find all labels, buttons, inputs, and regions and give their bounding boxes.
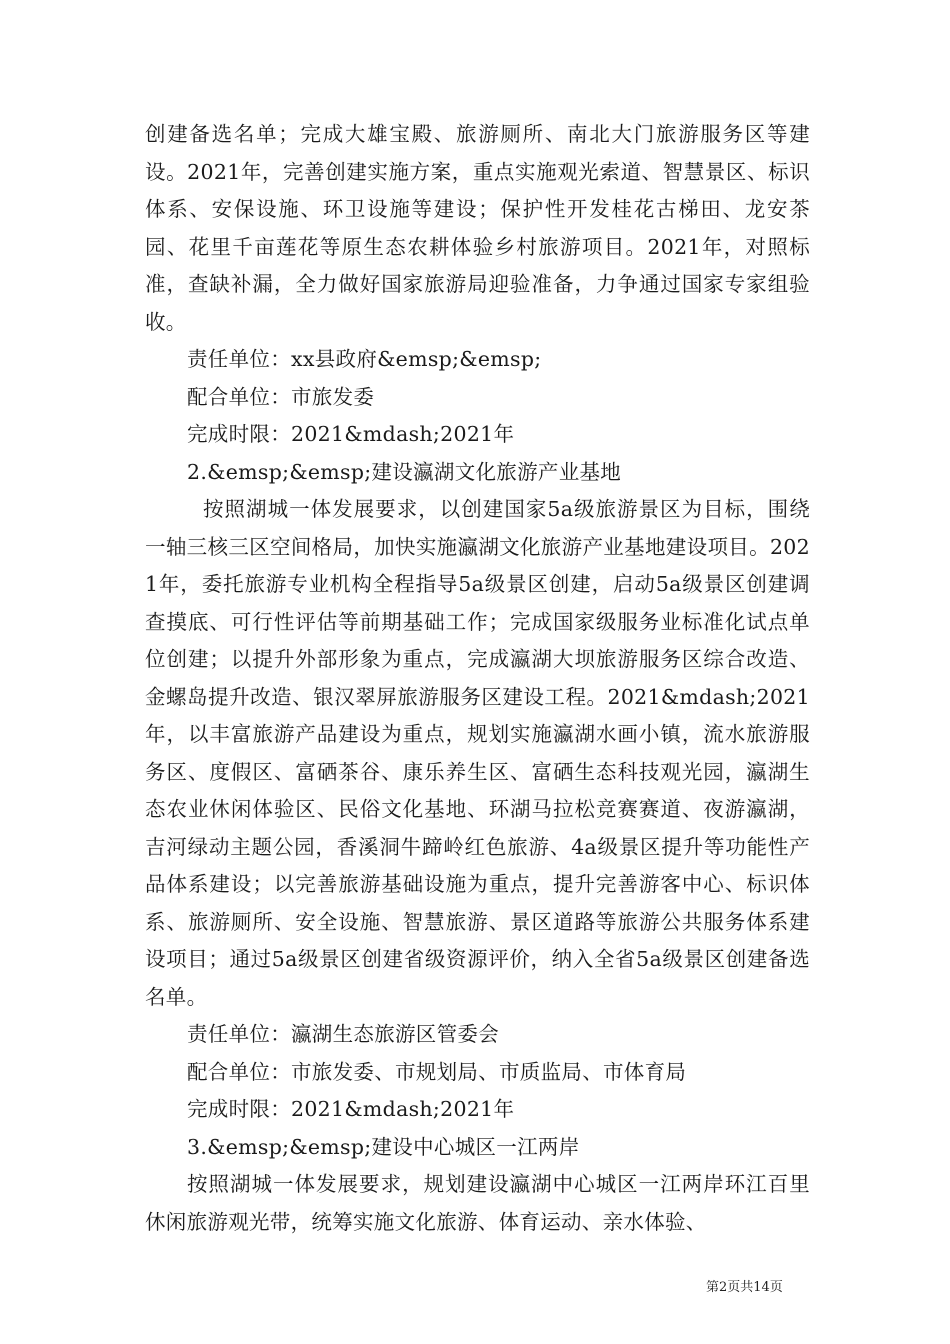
paragraph-continuation: 创建备选名单；完成大雄宝殿、旅游厕所、南北大门旅游服务区等建设。2021年，完善创建实施方案，重点实施观光索道、智慧景区、标识体系、安保设施、环卫设施等建设；保护性开发桂花古梯田、龙安茶园、花里千亩莲花等原生态农耕体验乡村旅游项目。2021年，对照标准，查缺补漏，全力做好国家旅游局迎验准备，力争通过国家专家组验收。 bbox=[145, 122, 810, 334]
deadline-line: 完成时限：2021&mdash;2021年 bbox=[187, 422, 515, 446]
cooperating-unit-line: 配合单位：市旅发委、市规划局、市质监局、市体育局 bbox=[187, 1059, 687, 1084]
section-heading-3: 3.&emsp;&emsp;建设中心城区一江两岸 bbox=[187, 1134, 580, 1159]
page-number: 第2页共14页 bbox=[706, 1280, 783, 1295]
responsible-unit-line: 责任单位：xx县政府&emsp;&emsp; bbox=[187, 347, 542, 371]
section-2-body: 按照湖城一体发展要求，以创建国家5a级旅游景区为目标，围绕一轴三核三区空间格局，加快实施瀛湖文化旅游产业基地建设项目。2021年，委托旅游专业机构全程指导5a级景区创建，启动5a级景区创建调查摸底、可行性评估等前期基础工作；完成国家级服务业标准化试点单位创建；以提升外部形象为重点，完成瀛湖大坝旅游服务区综合改造、金螺岛提升改造、银汉翠屏旅游服务区建设工程。2021&mdash;2021年，以丰富旅游产品建设为重点，规划实施瀛湖水画小镇，流水旅游服务区、度假区、富硒茶谷、康乐养生区、富硒生态科技观光园，瀛湖生态农业休闲体验区、民俗文化基地、环湖马拉松竞赛赛道、夜游瀛湖，吉河绿动主题公园，香溪洞牛蹄岭红色旅游、4a级景区提升等功能性产品体系建设；以完善旅游基础设施为重点，提升完善游客中心、标识体系、旅游厕所、安全设施、智慧旅游、景区道路等旅游公共服务体系建设项目；通过5a级景区创建省级资源评价，纳入全省5a级景区创建备选名单。 bbox=[145, 497, 810, 1009]
responsible-unit-line: 责任单位：瀛湖生态旅游区管委会 bbox=[187, 1022, 499, 1046]
cooperating-unit-line: 配合单位：市旅发委 bbox=[187, 384, 375, 409]
section-3-body: 按照湖城一体发展要求，规划建设瀛湖中心城区一江两岸环江百里休闲旅游观光带，统筹实施文化旅游、体育运动、亲水体验、 bbox=[145, 1172, 810, 1234]
document-body bbox=[145, 116, 810, 1241]
deadline-line: 完成时限：2021&mdash;2021年 bbox=[187, 1097, 515, 1121]
section-heading-2: 2.&emsp;&emsp;建设瀛湖文化旅游产业基地 bbox=[187, 459, 622, 484]
